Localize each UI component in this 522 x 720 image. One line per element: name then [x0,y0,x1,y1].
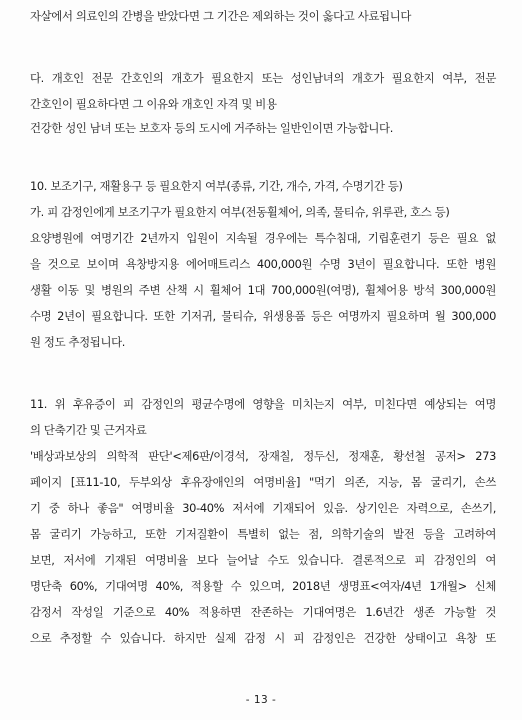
section-da-heading-cont: 간호인이 필요하다면 그 이유와 개호인 자격 및 비용 [30,97,277,111]
section-11-heading: 11. 위 후유증이 피 감정인의 평균수명에 영향을 미치는지 여부, 미친다면 예상되는 여명 [30,397,496,411]
section-10-ga-heading: 가. 피 감정인에게 보조기구가 필요한지 여부(전동휠체어, 의족, 물티슈, 위루관, 호스 등) [30,205,450,219]
section-10-body-line: 을 것으로 보이며 욕창방지용 에어매트리스 400,000원 수명 3년이 필요합니다. 또한 병원 [30,257,496,271]
section-10-heading: 10. 보조기구, 재활용구 등 필요한지 여부(종류, 기간, 개수, 가격, 수명기간 등) [30,179,403,193]
text-line-continuation: 자살에서 의료인의 간병을 받았다면 그 기간은 제외하는 것이 옳다고 사료됩니다 [30,9,411,23]
section-10-body-line: 생활 이동 및 병원의 주변 산책 시 휠체어 1대 700,000원(여명), 휠체어용 방석 300,000원 [30,283,496,297]
section-da-answer: 건강한 성인 남녀 또는 보호자 등의 도시에 거주하는 일반인이면 가능합니다. [30,121,393,135]
section-11-body-line: '배상과보상의 의학적 판단'<제6판/이경석, 장재칠, 정두신, 정재훈, 황선철 공저> 273 [30,449,496,463]
section-11-body-line: 몸 굴리기 가능하고, 또한 기저질환이 특별히 없는 점, 의학기술의 발전 등을 고려하여 [30,527,496,541]
section-11-body-line: 기 중 하나 좋음" 여명비율 30-40% 저서에 기재되어 있음. 상기인은 자력으로, 손쓰기, [30,501,496,515]
section-11-heading-cont: 의 단축기간 및 근거자료 [30,423,147,437]
section-da-heading: 다. 개호인 전문 간호인의 개호가 필요한지 또는 성인남녀의 개호가 필요한지 여부, 전문 [30,71,496,85]
section-11-body-line: 페이지 [표11-10, 두부외상 후유장애인의 여명비율] "먹기 의존, 지능, 몸 굴리기, 손쓰 [30,475,496,489]
section-11-body-line: 명단축 60%, 기대여명 40%, 적용할 수 있으며, 2018년 생명표<여자/4년 1개월> 신체 [30,579,496,593]
section-10-body-line: 원 정도 추정됩니다. [30,335,126,349]
section-11-body-line: 으로 추정할 수 있습니다. 하지만 실제 감정 시 피 감정인은 건강한 상태이고 욕창 또 [30,631,496,645]
section-10-body-line: 수명 2년이 필요합니다. 또한 기저귀, 물티슈, 위생용품 등은 여명까지 필요하며 월 300,000 [30,309,496,323]
section-11-body-line: 보면, 저서에 기재된 여명비율 보다 늘어날 수도 있습니다. 결론적으로 피 감정인의 여 [30,553,496,567]
section-10-body-line: 요양병원에 여명기간 2년까지 입원이 지속될 경우에는 특수침대, 기립훈련기 등은 필요 없 [30,231,496,245]
page-number: - 13 - [245,694,277,706]
section-11-body-line: 감정서 작성일 기준으로 40% 적용하면 잔존하는 기대여명은 1.6년간 생존 가능할 것 [30,605,496,619]
